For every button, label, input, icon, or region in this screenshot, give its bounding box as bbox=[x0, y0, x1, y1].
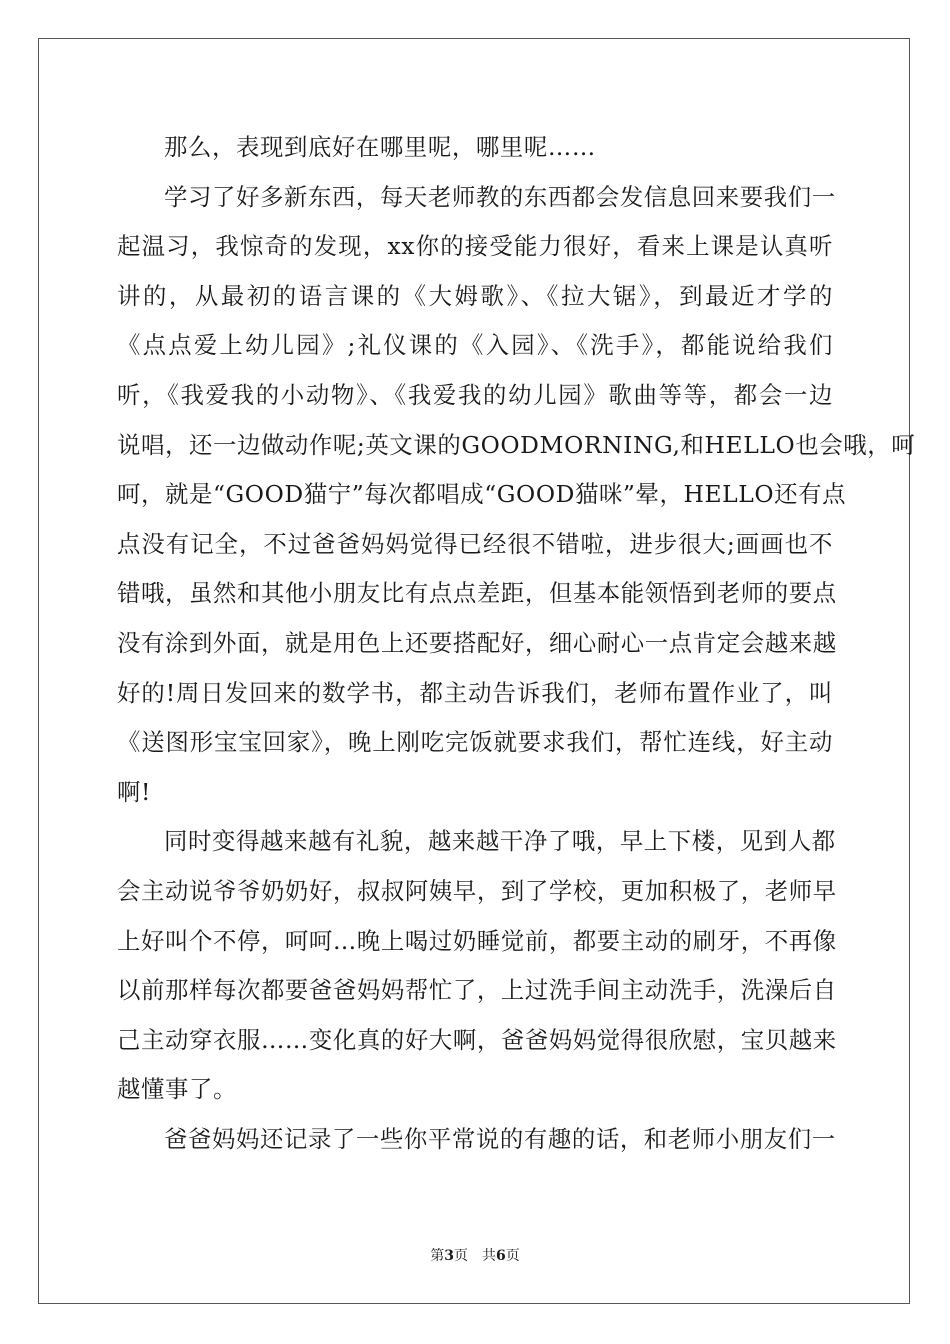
paragraph-line: 上好叫个不停，呵呵…晚上喝过奶睡觉前，都要主动的刷牙，不再像 bbox=[117, 926, 837, 955]
paragraph-line: 没有涂到外面，就是用色上还要搭配好，细心耐心一点肯定会越来越 bbox=[117, 628, 837, 657]
paragraph-line: 错哦，虽然和其他小朋友比有点点差距，但基本能领悟到老师的要点 bbox=[117, 579, 837, 608]
paragraph-line: 会主动说爷爷奶奶好，叔叔阿姨早，到了学校，更加积极了，老师早 bbox=[117, 876, 837, 905]
paragraph-line: 起温习，我惊奇的发现，xx你的接受能力很好，看来上课是认真听 bbox=[117, 232, 833, 261]
page-footer bbox=[0, 1246, 950, 1266]
total-prefix: 共 bbox=[482, 1248, 496, 1264]
page-suffix: 页 bbox=[454, 1248, 468, 1264]
document-body bbox=[117, 123, 916, 1164]
paragraph-line: 呵，就是“GOOD猫宁”每次都唱成“GOOD猫咪”晕，HELLO还有点 bbox=[117, 480, 847, 509]
paragraph-line: 那么，表现到底好在哪里呢，哪里呢…… bbox=[164, 133, 596, 161]
paragraph-line: 越懂事了。 bbox=[117, 1075, 237, 1104]
paragraph-line: 以前那样每次都要爸爸妈妈帮忙了，上过洗手间主动洗手，洗澡后自 bbox=[117, 976, 837, 1005]
page-current: 3 bbox=[444, 1248, 454, 1264]
paragraph-line: 讲的，从最初的语言课的《大姆歌》、《拉大锯》，到最近才学的 bbox=[117, 281, 833, 310]
paragraph-line: 己主动穿衣服……变化真的好大啊，爸爸妈妈觉得很欣慰，宝贝越来 bbox=[117, 1025, 837, 1054]
paragraph-line: 说唱，还一边做动作呢;英文课的GOODMORNING,和HELLO也会哦，呵 bbox=[117, 430, 916, 459]
page-total: 6 bbox=[496, 1248, 506, 1264]
paragraph-line: 听，《我爱我的小动物》、《我爱我的幼儿园》歌曲等等，都会一边 bbox=[117, 380, 833, 409]
page-prefix: 第 bbox=[430, 1248, 445, 1264]
paragraph-line: 点没有记全，不过爸爸妈妈觉得已经很不错啦，进步很大;画画也不 bbox=[117, 529, 833, 558]
paragraph-line: 爸爸妈妈还记录了一些你平常说的有趣的话，和老师小朋友们一 bbox=[164, 1124, 836, 1153]
paragraph-line: 啊! bbox=[117, 777, 151, 806]
total-suffix: 页 bbox=[505, 1248, 520, 1264]
paragraph-line: 学习了好多新东西，每天老师教的东西都会发信息回来要我们一 bbox=[164, 182, 836, 211]
paragraph-line: 同时变得越来越有礼貌，越来越干净了哦，早上下楼，见到人都 bbox=[164, 827, 836, 856]
paragraph-line: 好的!周日发回来的数学书，都主动告诉我们，老师布置作业了，叫 bbox=[117, 678, 833, 707]
paragraph-line: 《点点爱上幼儿园》;礼仪课的《入园》、《洗手》，都能说给我们 bbox=[117, 331, 833, 360]
paragraph-line: 《送图形宝宝回家》，晚上刚吃完饭就要求我们，帮忙连线，好主动 bbox=[117, 728, 833, 757]
